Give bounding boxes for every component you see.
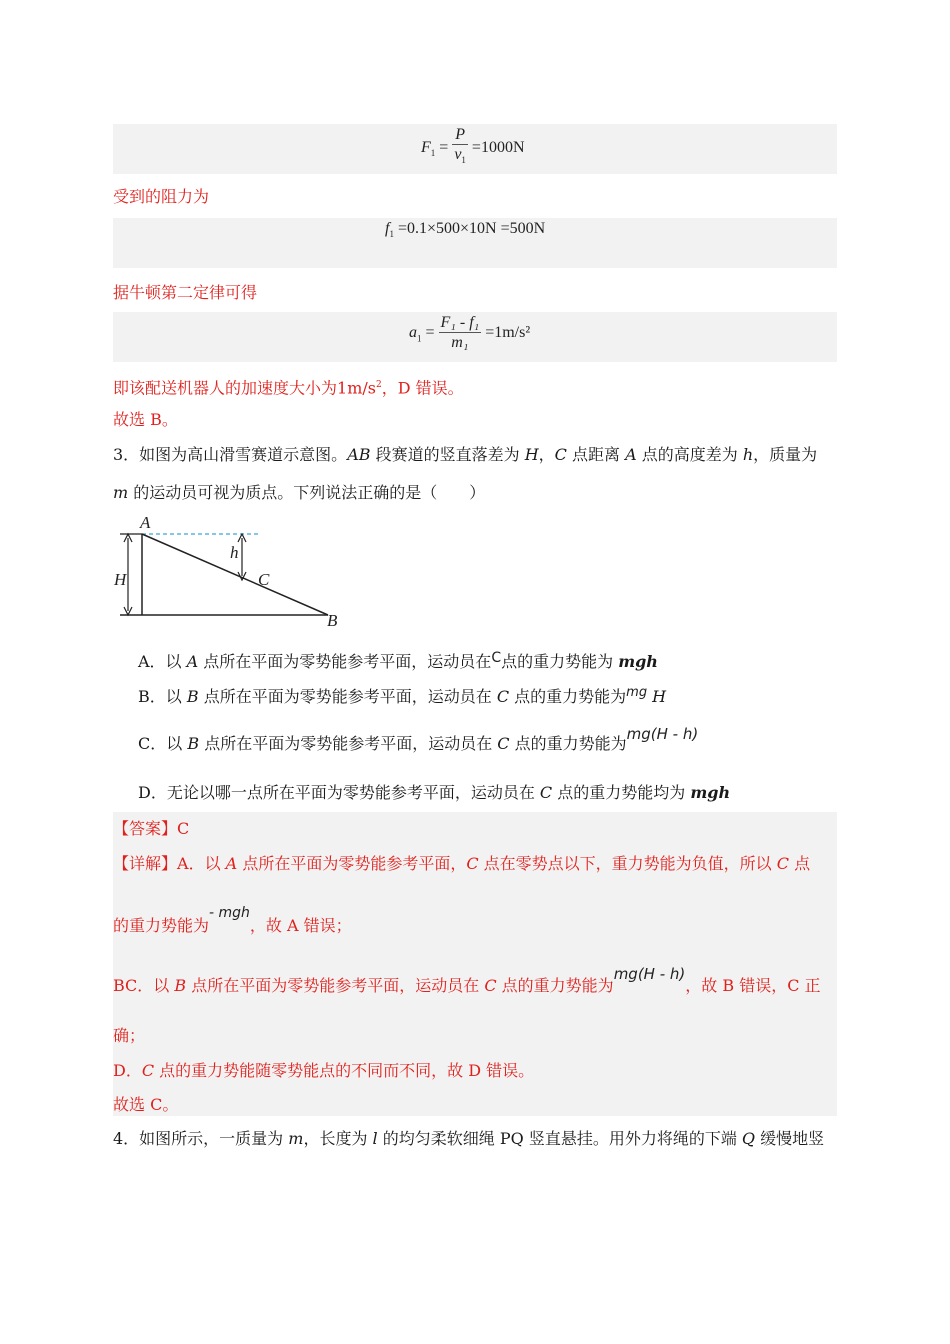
equation-block-acceleration bbox=[113, 312, 837, 362]
label-h: h bbox=[230, 543, 239, 562]
detail-line4: 确； bbox=[113, 1026, 146, 1045]
equation-block-force bbox=[113, 124, 837, 174]
detail-line2: 的重力势能为- mgh，故 A 错误； bbox=[113, 905, 352, 935]
label-H: H bbox=[114, 570, 127, 589]
question3-line2: m 的运动员可视为质点。下列说法正确的是（ ） bbox=[113, 483, 486, 502]
fraction-net-force-over-mass: $\frac{\text{F₁ - f₁}}{\text{m₁}}$ bbox=[440, 314, 480, 351]
text-newton-law: 据牛顿第二定律可得 bbox=[113, 283, 258, 302]
option-c[interactable]: C．以 B 点所在平面为零势能参考平面，运动员在 C 点的重力势能为mg(H - h) bbox=[138, 725, 699, 753]
equation-traction-force: $F_1$ = $\frac{P}{v_1}$ =1000N bbox=[421, 126, 525, 170]
equation-acceleration: $a_1$ = $\frac{\text{F₁ - f₁}}{\text{m₁}}$ =1m/s² bbox=[409, 314, 531, 351]
equation-resistance: $f_1 =0.1\times 500\times 10N =500N$ bbox=[385, 220, 546, 240]
option-d[interactable]: D．无论以哪一点所在平面为零势能参考平面，运动员在 C 点的重力势能均为 mgh bbox=[138, 783, 731, 802]
text-acceleration-result: 即该配送机器人的加速度大小为$1m/s^2$，D 错误。 bbox=[113, 378, 464, 398]
detail-line3: BC．以 B 点所在平面为零势能参考平面，运动员在 C 点的重力势能为mg(H - h)，故 B 错误，C 正 bbox=[113, 965, 821, 995]
label-C: C bbox=[258, 570, 270, 589]
question4-line1: 4．如图所示，一质量为 m，长度为 l 的均匀柔软细绳 PQ 竖直悬挂。用外力将绳的下端 Q 缓慢地竖 bbox=[113, 1129, 825, 1148]
answer-line: 【答案】C bbox=[113, 819, 190, 838]
option-b[interactable]: B．以 B 点所在平面为零势能参考平面，运动员在 C 点的重力势能为$^{mg}$ H bbox=[138, 685, 667, 706]
detail-line1: 【详解】A．以 A 点所在平面为零势能参考平面，C 点在零势点以下，重力势能为负值，所以 C 点 bbox=[113, 854, 811, 873]
equation-block-resistance bbox=[113, 218, 837, 268]
label-A: A bbox=[140, 513, 151, 532]
label-B: B bbox=[327, 611, 338, 630]
detail-line6: 故选 C。 bbox=[113, 1095, 179, 1114]
detail-line5: D．C 点的重力势能随零势能点的不同而不同，故 D 错误。 bbox=[113, 1061, 535, 1080]
option-a[interactable]: A．以 A 点所在平面为零势能参考平面，运动员在C点的重力势能为 mgh bbox=[138, 650, 658, 671]
ski-slope-figure bbox=[110, 510, 350, 632]
answer-block bbox=[113, 812, 837, 1116]
fraction-p-over-v: $\frac{P}{v_1}$ bbox=[454, 126, 466, 166]
answer-label: 【答案】 bbox=[113, 819, 178, 838]
text-resistance: 受到的阻力为 bbox=[113, 187, 210, 206]
text-choose-b: 故选 B。 bbox=[113, 410, 178, 429]
detail-label: 【详解】 bbox=[113, 854, 178, 873]
question3-line1: 3．如图为高山滑雪赛道示意图。AB 段赛道的竖直落差为 H，C 点距离 A 点的高度差为 h，质量为 bbox=[113, 445, 818, 464]
